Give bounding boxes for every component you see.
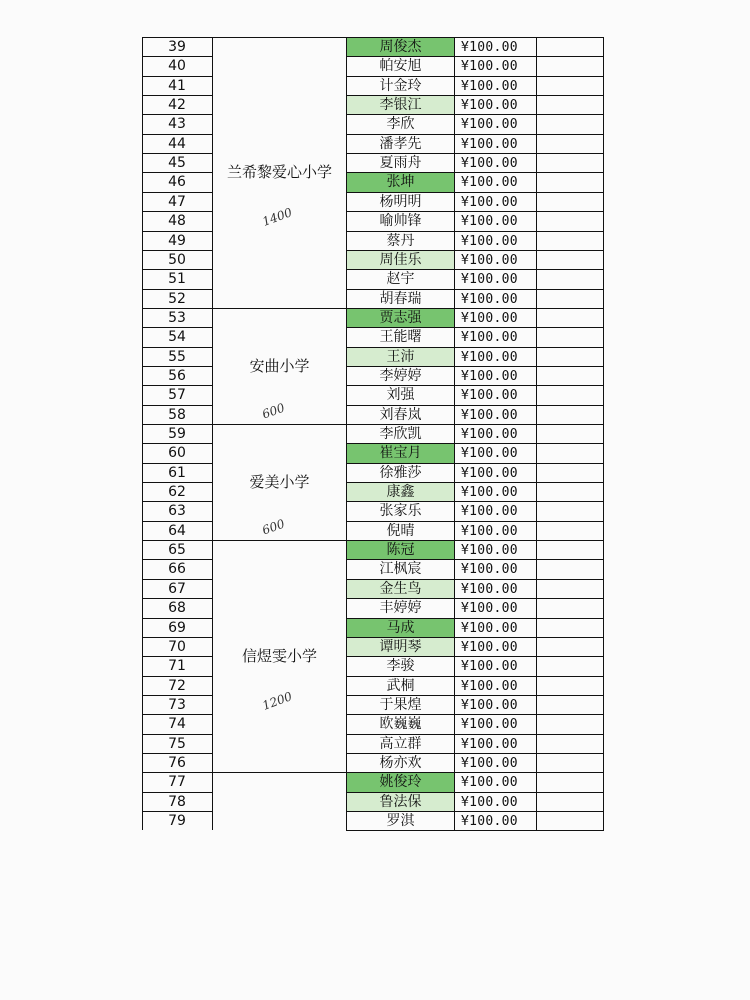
row-number: 77 — [168, 774, 186, 791]
row-number: 56 — [168, 367, 186, 384]
amount-cell: ¥100.00 — [461, 78, 518, 94]
row-divider — [142, 134, 213, 135]
row-divider — [142, 695, 213, 696]
student-name: 李欣凯 — [379, 426, 422, 442]
amount-cell: ¥100.00 — [461, 349, 518, 365]
row-divider — [346, 153, 604, 154]
row-divider — [346, 656, 604, 657]
student-name: 赵宇 — [386, 271, 415, 288]
amount-cell: ¥100.00 — [461, 214, 518, 230]
row-number: 55 — [168, 348, 186, 365]
amount-cell: ¥100.00 — [461, 310, 518, 326]
student-name: 周佳乐 — [379, 251, 422, 268]
amount-cell: ¥100.00 — [461, 368, 518, 384]
row-number: 70 — [168, 638, 186, 655]
school-name: 安曲小学 — [249, 356, 310, 375]
school-group-divider — [212, 308, 346, 309]
row-divider — [142, 211, 213, 212]
row-number: 63 — [168, 503, 186, 520]
school-group-divider — [212, 540, 346, 541]
row-divider — [142, 482, 213, 483]
student-name: 刘春岚 — [379, 406, 422, 423]
amount-cell: ¥100.00 — [461, 639, 518, 655]
amount-cell: ¥100.00 — [461, 620, 518, 636]
column-border — [536, 37, 537, 831]
row-divider — [346, 114, 604, 115]
row-divider — [346, 366, 604, 367]
row-number: 53 — [168, 309, 186, 326]
row-divider — [346, 521, 604, 522]
row-divider — [142, 308, 213, 309]
student-name: 张坤 — [386, 174, 415, 191]
row-divider — [346, 618, 604, 619]
amount-cell: ¥100.00 — [461, 272, 518, 288]
row-divider — [142, 114, 213, 115]
student-name: 武桐 — [386, 677, 415, 694]
amount-cell: ¥100.00 — [461, 697, 518, 713]
student-name: 欧巍巍 — [379, 716, 422, 733]
row-divider — [142, 598, 213, 599]
student-name: 李骏 — [386, 658, 415, 675]
row-divider — [142, 37, 213, 38]
student-name: 徐雅莎 — [379, 464, 422, 481]
amount-cell: ¥100.00 — [461, 156, 518, 172]
column-border — [603, 37, 604, 831]
student-name: 张家乐 — [379, 503, 422, 520]
amount-cell: ¥100.00 — [461, 581, 518, 597]
student-name: 刘强 — [386, 387, 415, 404]
row-number: 73 — [168, 696, 186, 713]
row-divider — [142, 656, 213, 657]
student-name: 帕安旭 — [379, 58, 422, 75]
row-divider — [142, 734, 213, 735]
student-name: 鲁法保 — [379, 793, 422, 810]
row-number: 59 — [168, 426, 186, 442]
row-divider — [142, 385, 213, 386]
amount-cell: ¥100.00 — [461, 388, 518, 404]
amount-cell: ¥100.00 — [461, 175, 518, 191]
row-divider — [346, 482, 604, 483]
row-number: 72 — [168, 677, 186, 694]
amount-cell: ¥100.00 — [461, 407, 518, 423]
row-number: 64 — [168, 522, 186, 539]
row-divider — [142, 521, 213, 522]
row-number: 65 — [168, 542, 186, 559]
row-divider — [346, 134, 604, 135]
row-number: 48 — [168, 213, 186, 230]
amount-cell: ¥100.00 — [461, 601, 518, 617]
row-number: 44 — [168, 135, 186, 152]
row-number: 45 — [168, 155, 186, 172]
student-name: 胡春瑞 — [379, 290, 422, 307]
row-number: 42 — [168, 97, 186, 114]
row-divider — [346, 172, 604, 173]
student-name: 江枫宸 — [379, 561, 422, 578]
row-number: 41 — [168, 77, 186, 94]
row-divider — [346, 95, 604, 96]
student-name: 王沛 — [386, 348, 415, 365]
row-number: 40 — [168, 58, 186, 75]
amount-cell: ¥100.00 — [461, 659, 518, 675]
row-number: 52 — [168, 290, 186, 307]
row-divider — [142, 95, 213, 96]
school-group-divider — [212, 424, 346, 425]
row-divider — [346, 676, 604, 677]
row-number: 39 — [168, 39, 186, 55]
row-number: 67 — [168, 580, 186, 597]
row-number: 60 — [168, 445, 186, 462]
row-divider — [346, 37, 604, 38]
row-divider — [346, 308, 604, 309]
row-divider — [346, 424, 604, 425]
amount-cell: ¥100.00 — [461, 717, 518, 733]
student-name: 杨明明 — [379, 193, 422, 210]
row-divider — [142, 289, 213, 290]
amount-cell: ¥100.00 — [461, 504, 518, 520]
row-divider — [142, 714, 213, 715]
row-number: 74 — [168, 716, 186, 733]
row-divider — [346, 579, 604, 580]
row-divider — [142, 231, 213, 232]
row-divider — [142, 772, 213, 773]
amount-cell: ¥100.00 — [461, 59, 518, 75]
school-name: 兰希黎爱心小学 — [226, 163, 332, 182]
row-divider — [346, 289, 604, 290]
student-name: 夏雨舟 — [379, 155, 422, 172]
row-divider — [346, 598, 604, 599]
student-name: 杨亦欢 — [379, 754, 422, 771]
student-name: 李婷婷 — [379, 367, 422, 384]
amount-cell: ¥100.00 — [461, 523, 518, 539]
amount-cell: ¥100.00 — [461, 427, 518, 442]
row-divider — [346, 405, 604, 406]
row-number: 68 — [168, 600, 186, 617]
amount-cell: ¥100.00 — [461, 233, 518, 249]
student-name: 金生鸟 — [379, 580, 422, 597]
amount-cell: ¥100.00 — [461, 117, 518, 133]
row-divider — [346, 695, 604, 696]
row-divider — [346, 327, 604, 328]
row-number: 58 — [168, 406, 186, 423]
row-number: 79 — [168, 813, 186, 829]
school-name: 爱美小学 — [249, 473, 310, 492]
row-number: 71 — [168, 658, 186, 675]
row-number: 43 — [168, 116, 186, 133]
amount-cell: ¥100.00 — [461, 98, 518, 114]
row-divider — [142, 76, 213, 77]
amount-cell: ¥100.00 — [461, 465, 518, 481]
row-divider — [142, 559, 213, 560]
row-number: 49 — [168, 232, 186, 249]
row-divider — [346, 231, 604, 232]
row-divider — [346, 792, 604, 793]
student-name: 潘孝先 — [379, 135, 422, 152]
row-divider — [142, 192, 213, 193]
amount-cell: ¥100.00 — [461, 40, 518, 55]
amount-cell: ¥100.00 — [461, 562, 518, 578]
row-divider — [346, 192, 604, 193]
row-divider — [142, 327, 213, 328]
row-divider — [346, 540, 604, 541]
student-name: 陈冠 — [386, 542, 415, 559]
amount-cell: ¥100.00 — [461, 543, 518, 559]
amount-cell: ¥100.00 — [461, 755, 518, 771]
row-divider — [346, 76, 604, 77]
column-border — [142, 37, 143, 830]
row-divider — [346, 463, 604, 464]
student-name: 姚俊玲 — [379, 774, 422, 791]
student-name: 崔宝月 — [379, 445, 422, 462]
row-divider — [142, 540, 213, 541]
row-divider — [346, 250, 604, 251]
row-divider — [142, 463, 213, 464]
row-divider — [346, 637, 604, 638]
column-border — [454, 37, 455, 831]
student-name: 谭明琴 — [379, 638, 422, 655]
student-name: 康鑫 — [386, 484, 415, 501]
row-divider — [142, 366, 213, 367]
row-divider — [346, 385, 604, 386]
row-divider — [142, 269, 213, 270]
amount-cell: ¥100.00 — [461, 252, 518, 268]
row-divider — [142, 347, 213, 348]
row-divider — [142, 792, 213, 793]
row-divider — [142, 618, 213, 619]
student-name: 高立群 — [379, 735, 422, 752]
row-divider — [142, 56, 213, 57]
amount-cell: ¥100.00 — [461, 775, 518, 791]
row-divider — [346, 753, 604, 754]
student-name: 李银江 — [379, 97, 422, 114]
row-number: 46 — [168, 174, 186, 191]
amount-cell: ¥100.00 — [461, 814, 518, 829]
row-number: 50 — [168, 251, 186, 268]
amount-cell: ¥100.00 — [461, 678, 518, 694]
row-number: 62 — [168, 484, 186, 501]
row-number: 54 — [168, 329, 186, 346]
student-name: 喻帅锋 — [379, 213, 422, 230]
handwritten-note: 600 — [260, 516, 287, 538]
amount-cell: ¥100.00 — [461, 736, 518, 752]
row-divider — [142, 172, 213, 173]
row-number: 61 — [168, 464, 186, 481]
amount-cell: ¥100.00 — [461, 446, 518, 462]
row-divider — [142, 153, 213, 154]
row-divider — [142, 811, 213, 812]
row-divider — [142, 753, 213, 754]
row-number: 76 — [168, 754, 186, 771]
handwritten-note: 1200 — [260, 689, 295, 713]
student-name: 丰婷婷 — [379, 600, 422, 617]
student-name: 李欣 — [386, 116, 415, 133]
column-border — [212, 37, 213, 830]
row-number: 51 — [168, 271, 186, 288]
row-number: 78 — [168, 793, 186, 810]
student-name: 马成 — [386, 619, 415, 636]
school-group-divider — [212, 772, 346, 773]
student-name: 周俊杰 — [379, 39, 422, 55]
row-divider — [346, 714, 604, 715]
row-number: 57 — [168, 387, 186, 404]
row-divider — [346, 501, 604, 502]
amount-cell: ¥100.00 — [461, 330, 518, 346]
row-divider — [142, 579, 213, 580]
student-name: 王能曙 — [379, 329, 422, 346]
row-divider — [346, 211, 604, 212]
row-number: 69 — [168, 619, 186, 636]
school-group-divider — [212, 37, 346, 38]
student-name: 蔡丹 — [386, 232, 415, 249]
student-name: 罗淇 — [386, 813, 415, 829]
row-divider — [346, 559, 604, 560]
amount-cell: ¥100.00 — [461, 794, 518, 810]
row-divider — [142, 443, 213, 444]
row-divider — [346, 56, 604, 57]
amount-cell: ¥100.00 — [461, 291, 518, 307]
row-divider — [346, 734, 604, 735]
row-divider — [346, 269, 604, 270]
row-divider — [346, 772, 604, 773]
student-name: 于果煌 — [379, 696, 422, 713]
handwritten-note: 1400 — [260, 205, 295, 230]
school-name: 信煜雯小学 — [241, 647, 317, 666]
row-divider — [142, 501, 213, 502]
row-divider — [142, 676, 213, 677]
column-border — [346, 37, 347, 831]
row-divider — [142, 424, 213, 425]
row-divider — [142, 250, 213, 251]
student-name: 贾志强 — [379, 309, 422, 326]
handwritten-note: 600 — [260, 400, 287, 422]
row-divider — [142, 637, 213, 638]
amount-cell: ¥100.00 — [461, 136, 518, 152]
student-name: 倪晴 — [386, 522, 415, 539]
row-divider — [142, 405, 213, 406]
student-name: 计金玲 — [379, 77, 422, 94]
amount-cell: ¥100.00 — [461, 485, 518, 501]
row-divider — [346, 347, 604, 348]
row-divider — [346, 443, 604, 444]
row-number: 66 — [168, 561, 186, 578]
row-divider — [346, 830, 604, 831]
amount-cell: ¥100.00 — [461, 194, 518, 210]
row-divider — [346, 811, 604, 812]
row-number: 75 — [168, 735, 186, 752]
row-number: 47 — [168, 193, 186, 210]
